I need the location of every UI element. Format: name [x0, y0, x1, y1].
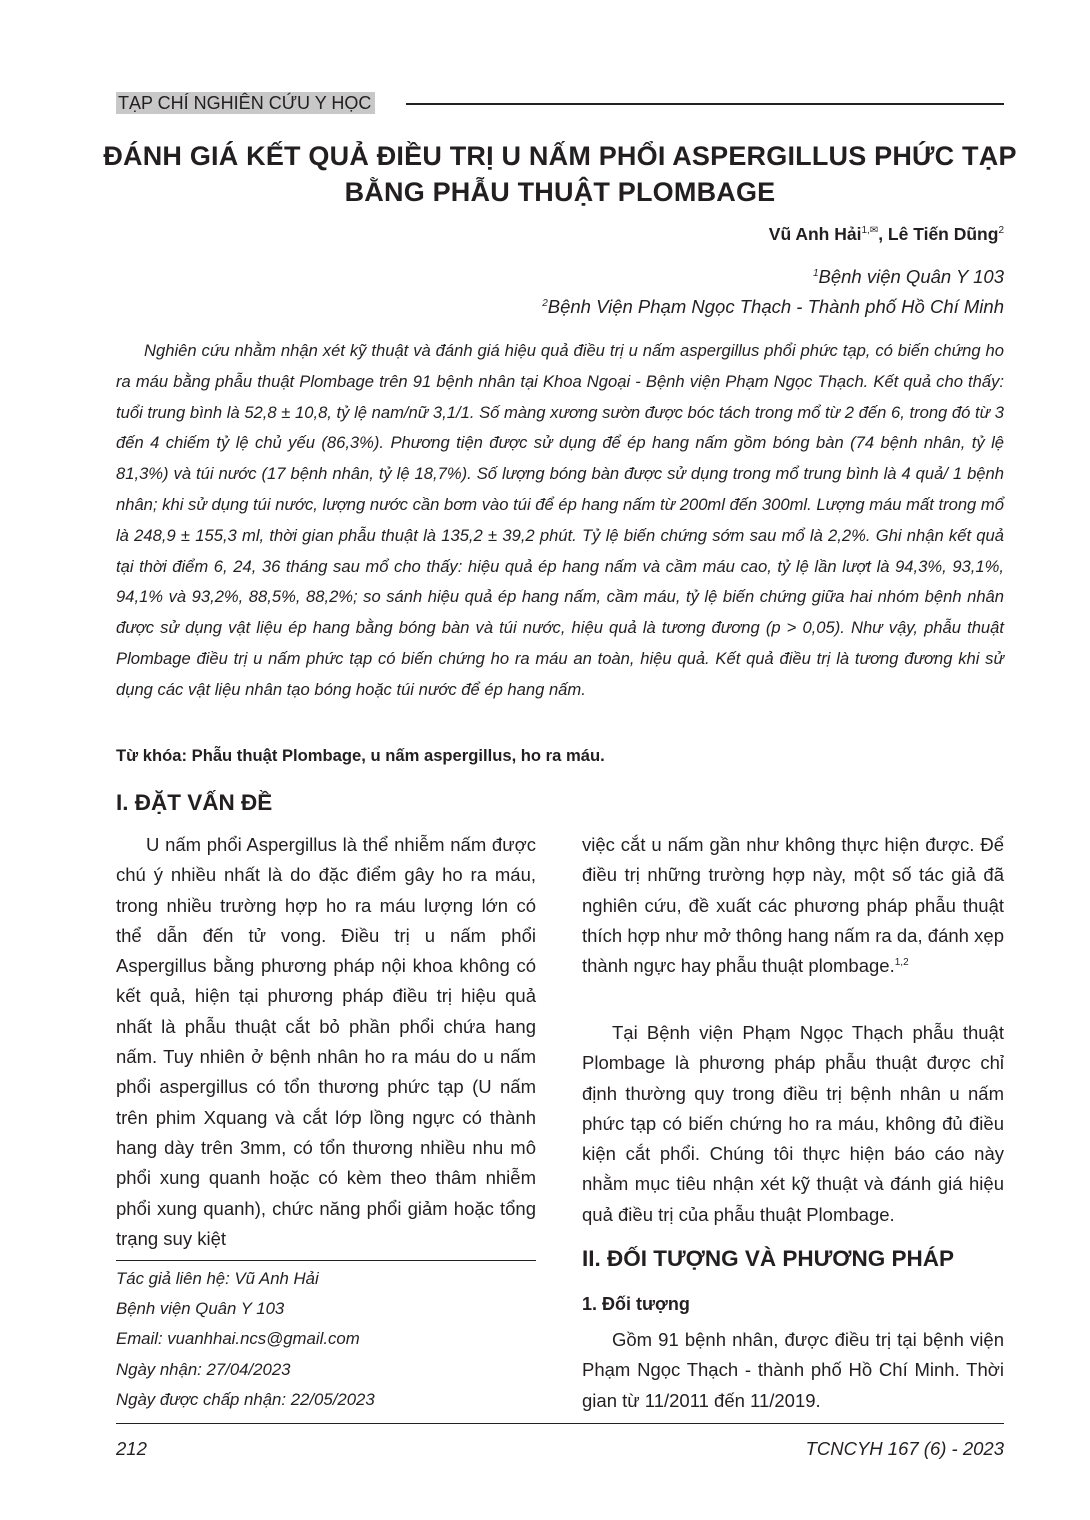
author-affiliation-mark: 1,✉ — [861, 225, 879, 237]
affiliation-text: Bệnh Viện Phạm Ngọc Thạch - Thành phố Hồ Chí Minh — [547, 296, 1004, 317]
section-heading: I. ĐẶT VẤN ĐỀ — [116, 790, 273, 815]
affiliation-mark: 2 — [542, 297, 548, 309]
body-paragraph — [582, 830, 1004, 981]
abstract: Nghiên cứu nhằm nhận xét kỹ thuật và đánh giá hiệu quả điều trị u nấm aspergillus phổi phức tạp, có biến chứng ho ra máu bằng phẫu thuật Plombage trên 91 bệnh nhân tại Khoa Ngoại - Bệnh viện Phạm Ngọc Thạch. Kết quả cho thấy: tuổi trung bình là 52,8 ± 10,8, tỷ lệ nam/nữ 3,1/1. Số màng xương sườn được bóc tách trong mổ từ 2 đến 6, trong đó từ 3 đến 4 chiếm tỷ lệ chủ yếu (86,3%). Phương tiện được sử dụng để ép hang nấm gồm bóng bàn (74 bệnh nhân, tỷ lệ 81,3%) và túi nước (17 bệnh nhân, tỷ lệ 18,7%). Số lượng bóng bàn được sử dụng trong mổ trung bình là 4 quả/ 1 bệnh nhân; khi sử dụng túi nước, lượng nước cần bơm vào túi để ép hang nấm từ 200ml đến 300ml. Lượng máu mất trong mổ là 248,9 ± 155,3 ml, thời gian phẫu thuật là 135,2 ± 39,2 phút. Tỷ lệ biến chứng sớm sau mổ là 2,2%. Ghi nhận kết quả tại thời điểm 6, 24, 36 tháng sau mổ cho thấy: hiệu quả ép hang nấm và cầm máu cao, tỷ lệ lần lượt là 94,3%, 93,1%, 94,1% và 93,2%, 88,5%, 88,2%; so sánh hiệu quả ép hang nấm, cầm máu, tỷ lệ biến chứng giữa hai nhóm bệnh nhân được sử dụng vật liệu ép hang bằng bóng bàn và túi nước, hiệu quả là tương đương (p > 0,05). Như vậy, phẫu thuật Plombage điều trị u nấm phức tạp có biến chứng ho ra máu an toàn, hiệu quả. Kết quả điều trị là tương đương khi sử dụng các vật liệu nhân tạo bóng hoặc túi nước để ép hang nấm. — [116, 341, 1004, 699]
body-paragraph: U nấm phổi Aspergillus là thể nhiễm nấm được chú ý nhiều nhất là do đặc điểm gây ho ra máu, trong nhiều trường hợp ho ra máu lượng lớn có thể dẫn đến tử vong. Điều trị u nấm phổi Aspergillus bằng phương pháp nội khoa không có kết quả, hiện tại phương pháp điều trị hiệu quả nhất là phẫu thuật cắt bỏ phần phổi chứa hang nấm. Tuy nhiên ở bệnh nhân ho ra máu do u nấm phổi aspergillus có tổn thương phức tạp (U nấm trên phim Xquang và cắt lớp lồng ngực có thành hang dày trên 3mm, có tổn thương nhiều nhu mô phổi xung quanh hoặc có kèm theo thâm nhiễm phổi xung quanh), chức năng phổi giảm hoặc tổng trạng suy kiệt — [116, 834, 536, 1249]
affiliation-line — [542, 296, 1004, 318]
citation-ref: 1,2 — [894, 957, 909, 969]
footnote-accepted-date: Ngày được chấp nhận: 22/05/2023 — [116, 1389, 375, 1409]
author-name: Lê Tiến Dũng — [887, 224, 999, 244]
body-paragraph: Tại Bệnh viện Phạm Ngọc Thạch phẫu thuật Plombage là phương pháp phẫu thuật được chỉ định thường quy trong điều trị bệnh nhân u nấm phức tạp có biến chứng ho ra máu, không đủ điều kiện cắt phổi. Chúng tôi thực hiện báo cáo này nhằm mục tiêu nhận xét kỹ thuật và đánh giá hiệu quả điều trị của phẫu thuật Plombage. — [582, 1022, 1004, 1225]
journal-header — [116, 92, 1004, 116]
author-name: Vũ Anh Hải — [768, 224, 862, 244]
footnote-contact: Tác giả liên hệ: Vũ Anh Hải — [116, 1269, 319, 1288]
author-line — [769, 224, 1004, 245]
journal-name: TẠP CHÍ NGHIÊN CỨU Y HỌC — [116, 92, 375, 114]
subsection-heading: 1. Đối tượng — [582, 1294, 690, 1314]
corresponding-author-note — [116, 1264, 375, 1415]
footnote-email: Email: vuanhhai.ncs@gmail.com — [116, 1329, 360, 1349]
keywords: Từ khóa: Phẫu thuật Plombage, u nấm aspergillus, ho ra máu. — [116, 746, 605, 765]
body-paragraph-text: việc cắt u nấm gần như không thực hiện được. Để điều trị những trường hợp này, một số tác giả đã nghiên cứu, đề xuất các phương pháp phẫu thuật thích hợp như mở thông hang nấm ra da, đánh xẹp thành ngực hay phẫu thuật plombage. — [582, 834, 1004, 977]
article-title: ĐÁNH GIÁ KẾT QUẢ ĐIỀU TRỊ U NẤM PHỔI ASPERGILLUS PHỨC TẠP BẰNG PHẪU THUẬT PLOMBAGE — [103, 141, 1017, 207]
page-number: 212 — [116, 1438, 147, 1459]
body-paragraph: Gồm 91 bệnh nhân, được điều trị tại bệnh viện Phạm Ngọc Thạch - thành phố Hồ Chí Minh. Thời gian từ 11/2011 đến 11/2019. — [582, 1329, 1004, 1411]
section-heading: II. ĐỐI TƯỢNG VÀ PHƯƠNG PHÁP — [582, 1246, 954, 1271]
header-rule — [406, 103, 1004, 105]
journal-issue: TCNCYH 167 (6) - 2023 — [805, 1438, 1004, 1459]
footnote-rule — [116, 1260, 536, 1261]
affiliation-text: Bệnh viện Quân Y 103 — [818, 266, 1004, 287]
footer-rule — [116, 1423, 1004, 1424]
affiliation-mark: 1 — [812, 267, 819, 279]
author-separator: , — [878, 224, 888, 244]
author-affiliation-mark: 2 — [998, 225, 1004, 237]
affiliation-line — [813, 266, 1004, 288]
footnote-institution: Bệnh viện Quân Y 103 — [116, 1299, 285, 1319]
footnote-received-date: Ngày nhận: 27/04/2023 — [116, 1359, 291, 1379]
